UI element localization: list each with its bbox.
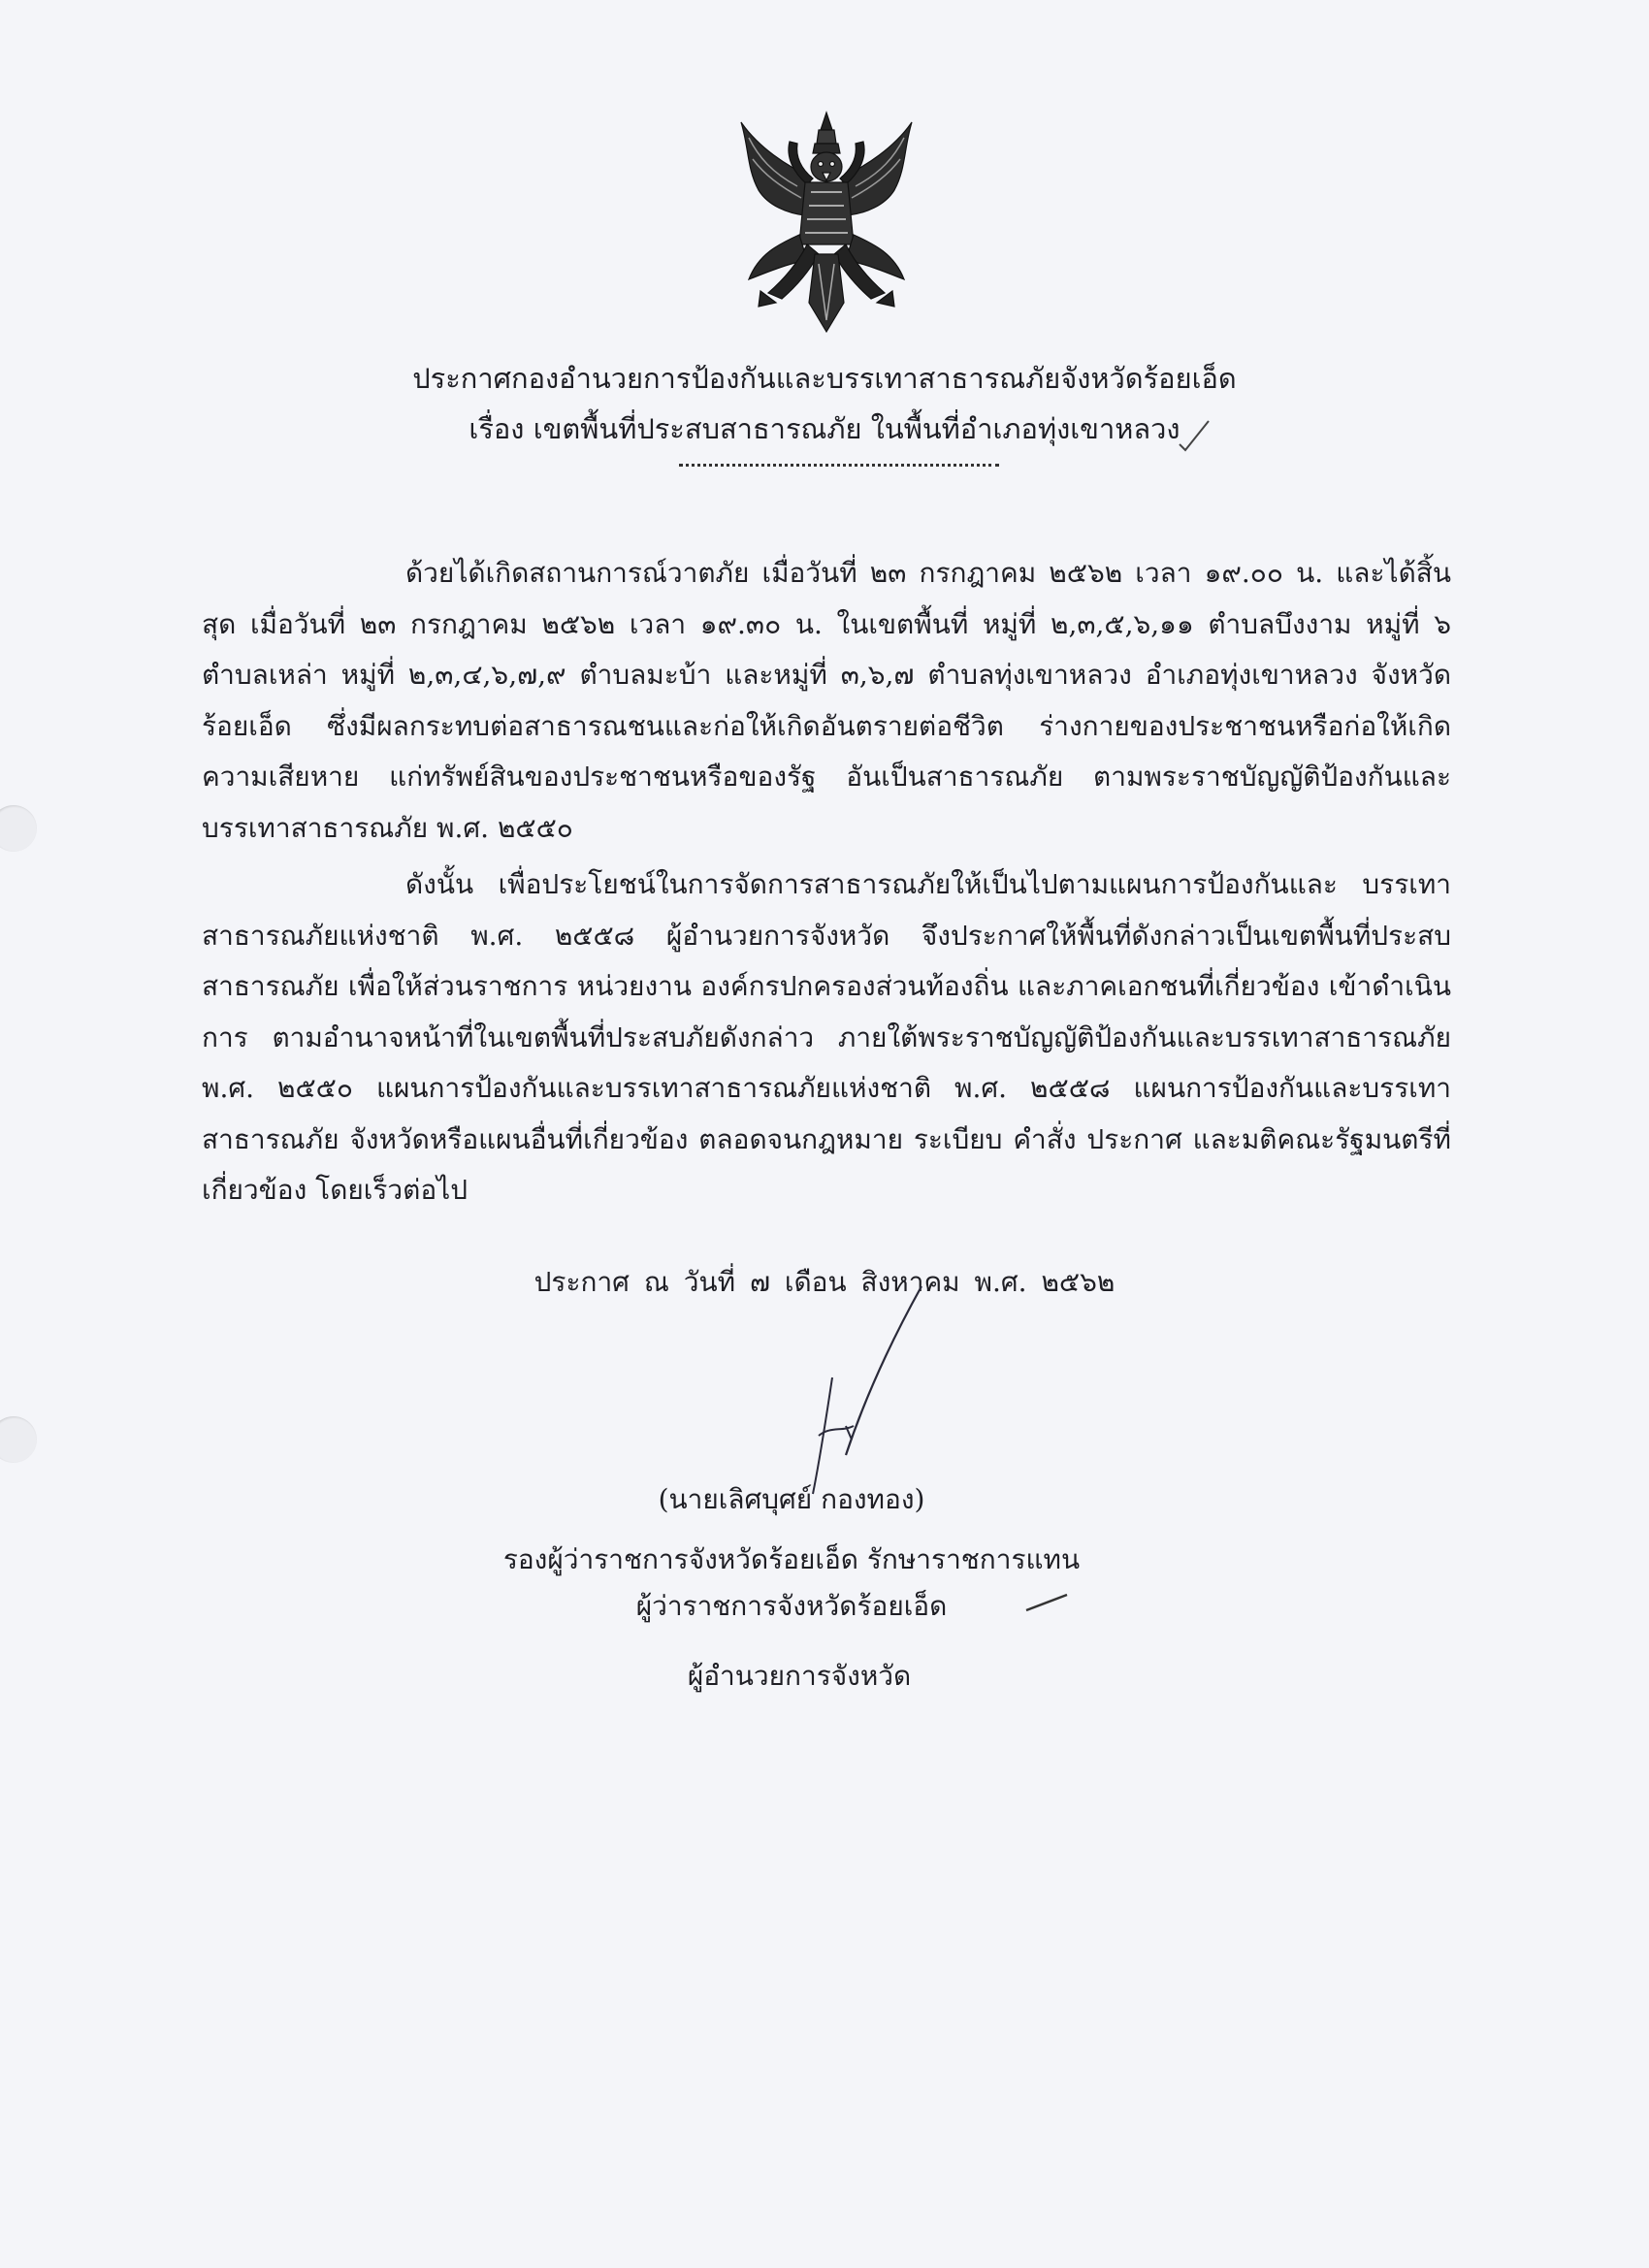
body-paragraph-1: ด้วยได้เกิดสถานการณ์วาตภัย เมื่อวันที่ ๒๓ กรกฎาคม ๒๕๖๒ เวลา ๑๙.๐๐ น. และได้สิ้นสุด เมื่อวันที่ ๒๓ กรกฎาคม ๒๕๖๒ เวลา ๑๙.๓๐ น. ในเขตพื้นที่ หมู่ที่ ๒,๓,๕,๖,๑๑ ตำบลบึงงาม หมู่ที่ ๖ ตำบลเหล่า หมู่ที่ ๒,๓,๔,๖,๗,๙ ตำบลมะบ้า และหมู่ที่ ๓,๖,๗ ตำบลทุ่งเขาหลวง อำเภอทุ่งเขาหลวง จังหวัดร้อยเอ็ด ซึ่งมีผลกระทบต่อสาธารณชนและก่อให้เกิดอันตรายต่อชีวิต ร่างกายของประชาชนหรือก่อให้เกิดความเสียหาย แก่ทรัพย์สินของประชาชนหรือของรัฐ อันเป็นสาธารณภัย ตามพระราชบัญญัติป้องกันและบรรเทาสาธารณภัย พ.ศ. ๒๕๕๐ bbox=[202, 557, 1451, 844]
garuda-emblem bbox=[729, 109, 923, 340]
header-divider bbox=[679, 464, 999, 467]
pen-tick-mark bbox=[1176, 415, 1214, 454]
announcement-title: ประกาศกองอำนวยการป้องกันและบรรเทาสาธารณภัยจังหวัดร้อยเอ็ด bbox=[412, 362, 1237, 395]
signatory-position: รองผู้ว่าราชการจังหวัดร้อยเอ็ด รักษาราชการแทน bbox=[502, 1543, 1081, 1575]
signatory-name: (นายเลิศบุศย์ กองทอง) bbox=[658, 1483, 925, 1515]
body-paragraph-2: ดังนั้น เพื่อประโยชน์ในการจัดการสาธารณภัยให้เป็นไปตามแผนการป้องกันและ บรรเทาสาธารณภัยแห่งชาติ พ.ศ. ๒๕๕๘ ผู้อำนวยการจังหวัด จึงประกาศให้พื้นที่ดังกล่าวเป็นเขตพื้นที่ประสบ สาธารณภัย เพื่อให้ส่วนราชการ หน่วยงาน องค์กรปกครองส่วนท้องถิ่น และภาคเอกชนที่เกี่ยวข้อง เข้าดำเนินการ ตามอำนาจหน้าที่ในเขตพื้นที่ประสบภัยดังกล่าว ภายใต้พระราชบัญญัติป้องกันและบรรเทาสาธารณภัย พ.ศ. ๒๕๕๐ แผนการป้องกันและบรรเทาสาธารณภัยแห่งชาติ พ.ศ. ๒๕๕๘ แผนการป้องกันและบรรเทาสาธารณภัย จังหวัดหรือแผนอื่นที่เกี่ยวข้อง ตลอดจนกฎหมาย ระเบียบ คำสั่ง ประกาศ และมติคณะรัฐมนตรีที่เกี่ยวข้อง โดยเร็วต่อไป bbox=[202, 868, 1451, 1206]
announcement-subject: เรื่อง เขตพื้นที่ประสบสาธารณภัย ในพื้นที่อำเภอทุ่งเขาหลวง bbox=[469, 412, 1180, 445]
signatory-role: ผู้อำนวยการจังหวัด bbox=[687, 1660, 912, 1692]
announcement-date: ประกาศ ณ วันที่ ๗ เดือน สิงหาคม พ.ศ. ๒๕๖๒ bbox=[534, 1266, 1116, 1298]
pen-tick-mark bbox=[1024, 1591, 1069, 1614]
punch-hole bbox=[0, 1416, 37, 1463]
signatory-position-line-2: ผู้ว่าราชการจังหวัดร้อยเอ็ด bbox=[635, 1590, 948, 1622]
punch-hole bbox=[0, 805, 37, 852]
